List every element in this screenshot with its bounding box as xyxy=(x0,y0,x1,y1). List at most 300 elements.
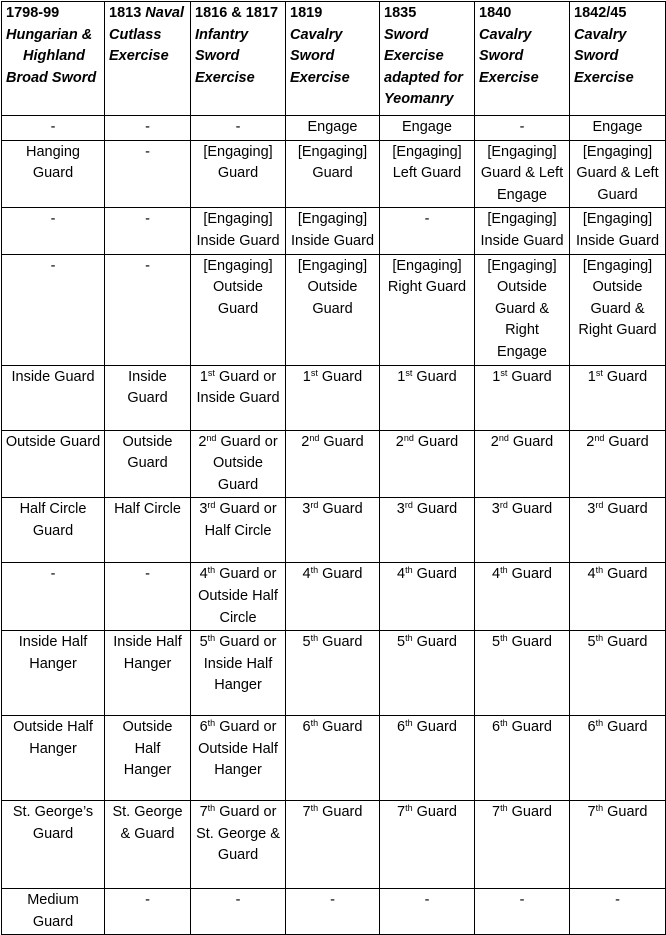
cell-line: [Engaging] xyxy=(297,211,368,228)
table-row xyxy=(2,116,666,141)
cell-line: Guard & xyxy=(495,300,549,317)
cell-line: 3rd Guard xyxy=(491,500,553,518)
ordinal-suffix: th xyxy=(310,565,319,576)
header-line-text: Hungarian & xyxy=(6,26,93,43)
table-cell xyxy=(2,365,105,430)
table-cell xyxy=(380,140,475,208)
cell-line: Right Guard xyxy=(578,322,657,339)
cell-line: 2nd Guard xyxy=(395,432,459,450)
table-cell xyxy=(191,116,286,141)
cell-line: [Engaging] xyxy=(392,257,462,274)
cell-line: - xyxy=(50,119,56,135)
cell-line: - xyxy=(50,211,56,228)
cell-line: Guard xyxy=(32,165,74,182)
table-cell xyxy=(191,254,286,365)
cell-line: Outside xyxy=(213,279,263,296)
cell-line: 1st Guard or xyxy=(199,367,277,385)
table-cell xyxy=(286,716,380,801)
cell-line: 7th Guard xyxy=(587,803,648,821)
table-cell xyxy=(475,254,570,365)
header-line-text: Exercise xyxy=(109,48,169,65)
header-line-text: 1835 xyxy=(384,5,417,21)
header-line-text: Sword xyxy=(479,48,524,65)
table-cell xyxy=(475,631,570,716)
header-line-text: Cutlass xyxy=(109,26,162,43)
cell-line: 7th Guard xyxy=(397,803,457,821)
cell-line: Guard xyxy=(32,913,74,930)
table-cell xyxy=(2,563,105,631)
header-line xyxy=(6,68,102,90)
table-cell xyxy=(2,631,105,716)
table-cell xyxy=(191,208,286,254)
cell-line: 5th Guard or xyxy=(199,633,277,651)
table-cell xyxy=(380,208,475,254)
table-row xyxy=(2,563,666,631)
header-line-text: Cavalry xyxy=(290,26,343,43)
cell-line: Inside Half xyxy=(113,634,182,651)
cell-line: 5th Guard xyxy=(492,633,552,651)
cell-line: Engage xyxy=(497,186,547,203)
cell-line: 4th Guard or xyxy=(199,565,277,583)
cell-line: Guard xyxy=(217,847,259,864)
header-line xyxy=(109,46,188,68)
table-cell xyxy=(475,208,570,254)
cell-line: - xyxy=(424,211,430,228)
header-line xyxy=(574,3,663,25)
table-cell xyxy=(380,889,475,935)
cell-line: Inside Guard xyxy=(11,368,95,385)
cell-line: - xyxy=(519,892,525,909)
cell-line: Circle xyxy=(219,609,257,626)
cell-line: 3rd Guard xyxy=(587,500,648,518)
header-line xyxy=(574,46,663,68)
table-cell xyxy=(105,365,191,430)
header-line xyxy=(6,3,102,25)
header-line xyxy=(574,25,663,47)
cell-line: [Engaging] xyxy=(297,257,368,274)
cell-line: [Engaging] xyxy=(582,211,653,228)
table-cell xyxy=(380,498,475,563)
header-line-text: Yeomanry xyxy=(384,91,454,108)
header-line-text: 1842/45 xyxy=(574,5,627,21)
table-cell xyxy=(570,889,666,935)
header-line-text: Sword xyxy=(384,26,429,43)
cell-line: Guard xyxy=(312,165,353,182)
ordinal-suffix: th xyxy=(207,633,216,644)
header-line xyxy=(6,46,102,68)
column-header-col-1840 xyxy=(475,2,570,116)
table-cell xyxy=(286,140,380,208)
cell-line: Guard xyxy=(217,300,259,317)
cell-line: - xyxy=(145,211,150,228)
cell-line: Outside Half xyxy=(13,719,93,736)
header-line xyxy=(195,25,283,47)
table-cell xyxy=(286,365,380,430)
ordinal-suffix: nd xyxy=(206,432,217,443)
header-line-text: Sword xyxy=(574,48,619,65)
cell-line: - xyxy=(145,892,150,909)
header-line xyxy=(384,25,472,47)
header-line xyxy=(384,68,472,90)
cell-line: 2nd Guard xyxy=(490,432,554,450)
table-cell xyxy=(286,430,380,498)
header-line-text: Highland xyxy=(22,48,86,65)
table-row xyxy=(2,254,666,365)
table-row xyxy=(2,631,666,716)
cell-line: [Engaging] xyxy=(582,143,653,160)
cell-line: Engage xyxy=(592,119,643,135)
table-row xyxy=(2,498,666,563)
cell-line: 6th Guard xyxy=(587,718,648,736)
cell-line: 5th Guard xyxy=(587,633,648,651)
table-cell xyxy=(105,208,191,254)
cell-line: Guard & xyxy=(590,300,645,317)
cell-line: - xyxy=(235,119,241,135)
ordinal-suffix: rd xyxy=(310,500,319,511)
cell-line: [Engaging] xyxy=(203,257,273,274)
cell-line: Half Circle xyxy=(19,501,87,518)
table-cell xyxy=(2,716,105,801)
ordinal-suffix: st xyxy=(405,367,413,378)
table-cell xyxy=(191,430,286,498)
cell-line: Guard xyxy=(217,476,259,493)
table-cell xyxy=(570,140,666,208)
ordinal-suffix: th xyxy=(595,633,604,644)
table-cell xyxy=(570,498,666,563)
cell-line: Guard xyxy=(217,165,259,182)
cell-line: - xyxy=(330,892,335,909)
cell-line: Engage xyxy=(307,119,358,135)
cell-line: Hanger xyxy=(29,740,77,757)
ordinal-suffix: st xyxy=(207,367,215,378)
cell-line: 2nd Guard xyxy=(301,432,364,450)
table-cell xyxy=(2,208,105,254)
cell-line: Half Circle xyxy=(114,501,181,518)
table-cell xyxy=(105,254,191,365)
header-line-text: 1813 xyxy=(109,5,146,21)
cell-line: [Engaging] xyxy=(297,143,368,160)
table-cell xyxy=(2,116,105,141)
cell-line: 2nd Guard or xyxy=(198,432,278,450)
cell-line: Inside Guard xyxy=(196,390,280,407)
column-header-col-1813 xyxy=(105,2,191,116)
ordinal-suffix: th xyxy=(310,633,319,644)
ordinal-suffix: rd xyxy=(595,500,604,511)
table-cell xyxy=(105,430,191,498)
cell-line: Outside xyxy=(213,455,263,472)
header-line xyxy=(384,46,472,68)
header-line xyxy=(195,68,283,90)
table-cell xyxy=(2,889,105,935)
header-line-text: Exercise xyxy=(195,69,255,86)
table-cell xyxy=(475,889,570,935)
table-row xyxy=(2,430,666,498)
ordinal-suffix: th xyxy=(405,565,413,576)
cell-line: Hanger xyxy=(214,677,262,694)
header-line xyxy=(479,25,567,47)
header-line-text: adapted for xyxy=(384,69,463,86)
table-cell xyxy=(475,498,570,563)
ordinal-suffix: nd xyxy=(594,432,605,443)
ordinal-suffix: st xyxy=(500,367,508,378)
table-cell xyxy=(286,889,380,935)
header-line-text: Broad Sword xyxy=(6,69,97,86)
header-line-text: Exercise xyxy=(384,48,444,65)
header-row xyxy=(2,2,666,116)
header-line xyxy=(479,46,567,68)
cell-line: Guard xyxy=(127,390,168,407)
cell-line: Inside Guard xyxy=(575,232,660,249)
table-cell xyxy=(570,208,666,254)
header-line xyxy=(384,89,472,111)
header-line xyxy=(479,68,567,90)
cell-line: [Engaging] xyxy=(203,211,273,228)
cell-line: Outside xyxy=(497,279,547,296)
cell-line: Right Guard xyxy=(387,279,467,296)
cell-line: 6th Guard xyxy=(492,718,552,736)
header-line xyxy=(109,25,188,47)
table-cell xyxy=(286,563,380,631)
header-line xyxy=(195,3,283,25)
ordinal-suffix: th xyxy=(500,803,508,814)
header-line-text: 1798-99 xyxy=(6,5,60,21)
table-cell xyxy=(286,801,380,889)
cell-line: 7th Guard xyxy=(302,803,363,821)
cell-line: 1st Guard xyxy=(587,367,648,385)
cell-line: 7th Guard xyxy=(492,803,552,821)
table-cell xyxy=(475,140,570,208)
cell-line: - xyxy=(145,119,150,135)
cell-line: [Engaging] xyxy=(487,257,557,274)
cell-line: [Engaging] xyxy=(203,143,273,160)
cell-line: 6th Guard xyxy=(302,718,363,736)
cell-line: Guard xyxy=(312,300,353,317)
table-cell xyxy=(286,631,380,716)
table-row xyxy=(2,801,666,889)
table-cell xyxy=(570,365,666,430)
column-header-col-1842-45 xyxy=(570,2,666,116)
table-cell xyxy=(570,430,666,498)
table-cell xyxy=(2,254,105,365)
table-cell xyxy=(105,801,191,889)
ordinal-suffix: th xyxy=(595,565,604,576)
ordinal-suffix: th xyxy=(405,803,413,814)
header-line-extra: Naval xyxy=(145,5,184,21)
ordinal-suffix: rd xyxy=(404,500,413,511)
cell-line: Guard xyxy=(597,186,638,203)
table-cell xyxy=(380,563,475,631)
cell-line: Medium xyxy=(27,892,79,909)
table-cell xyxy=(380,430,475,498)
table-cell xyxy=(475,116,570,141)
table-body xyxy=(2,116,666,935)
table-cell xyxy=(191,365,286,430)
header-line-text: Cavalry xyxy=(479,26,532,43)
table-cell xyxy=(475,563,570,631)
cell-line: Half Circle xyxy=(204,522,272,539)
ordinal-suffix: th xyxy=(405,633,413,644)
ordinal-suffix: nd xyxy=(498,432,509,443)
cell-line: Inside Half xyxy=(203,655,273,672)
cell-line: Hanger xyxy=(123,655,172,672)
table-row xyxy=(2,365,666,430)
ordinal-suffix: rd xyxy=(207,500,216,511)
cell-line: [Engaging] xyxy=(392,143,462,160)
cell-line: Guard xyxy=(127,455,168,472)
header-line xyxy=(290,25,377,47)
table-cell xyxy=(475,430,570,498)
table-cell xyxy=(105,563,191,631)
cell-line: [Engaging] xyxy=(582,257,653,274)
ordinal-suffix: th xyxy=(207,718,216,729)
header-line-text: Exercise xyxy=(479,69,539,86)
cell-line: [Engaging] xyxy=(487,211,557,228)
cell-line: 6th Guard xyxy=(397,718,457,736)
table-cell xyxy=(105,140,191,208)
table-row xyxy=(2,140,666,208)
cell-line: Outside xyxy=(592,279,643,296)
table-cell xyxy=(475,801,570,889)
table-cell xyxy=(105,716,191,801)
cell-line: 5th Guard xyxy=(302,633,363,651)
table-cell xyxy=(570,631,666,716)
table-cell xyxy=(105,116,191,141)
table-cell xyxy=(286,208,380,254)
ordinal-suffix: th xyxy=(500,718,508,729)
ordinal-suffix: th xyxy=(310,803,319,814)
header-line xyxy=(574,68,663,90)
table-cell xyxy=(2,498,105,563)
header-line-text: Cavalry xyxy=(574,26,627,43)
cell-line: Outside xyxy=(122,433,173,450)
cell-line: Engage xyxy=(497,343,547,360)
table-cell xyxy=(570,801,666,889)
table-cell xyxy=(2,140,105,208)
table-row xyxy=(2,716,666,801)
table-cell xyxy=(380,254,475,365)
cell-line: Half xyxy=(134,740,161,757)
table-cell xyxy=(380,716,475,801)
table-row xyxy=(2,889,666,935)
cell-line: St. George’s xyxy=(12,804,94,821)
table-cell xyxy=(380,365,475,430)
cell-line: - xyxy=(145,257,150,274)
table-cell xyxy=(380,116,475,141)
cell-line: Hanger xyxy=(123,762,172,779)
cell-line: - xyxy=(50,257,56,274)
table-cell xyxy=(105,889,191,935)
header-line-text: Exercise xyxy=(574,69,634,86)
table-cell xyxy=(380,801,475,889)
cell-line: 4th Guard xyxy=(397,565,457,583)
ordinal-suffix: th xyxy=(310,718,319,729)
column-header-col-1819 xyxy=(286,2,380,116)
cell-line: & Guard xyxy=(120,825,175,842)
cell-line: Outside xyxy=(307,279,358,296)
header-line xyxy=(6,25,102,47)
cell-line: - xyxy=(145,566,150,583)
header-line xyxy=(109,3,188,25)
ordinal-suffix: rd xyxy=(499,500,508,511)
cell-line: Left Guard xyxy=(392,165,462,182)
cell-line: - xyxy=(145,143,150,160)
table-cell xyxy=(570,254,666,365)
cell-line: Outside Guard xyxy=(5,433,101,450)
table-cell xyxy=(191,631,286,716)
ordinal-suffix: th xyxy=(207,565,216,576)
ordinal-suffix: th xyxy=(207,803,216,814)
cell-line: Guard xyxy=(32,825,74,842)
cell-line: St. George xyxy=(112,804,183,821)
table-cell xyxy=(2,801,105,889)
cell-line: 2nd Guard xyxy=(586,432,649,450)
header-line-text: 1819 xyxy=(290,5,323,21)
header-line-text: Infantry xyxy=(195,26,249,43)
column-header-col-1835 xyxy=(380,2,475,116)
column-header-col-1798-99 xyxy=(2,2,105,116)
cell-line: Right xyxy=(505,322,539,339)
table-cell xyxy=(570,716,666,801)
table-cell xyxy=(191,889,286,935)
header-line xyxy=(290,3,377,25)
cell-line: - xyxy=(519,119,525,135)
header-line xyxy=(384,3,472,25)
cell-line: Inside Guard xyxy=(290,232,375,249)
table-cell xyxy=(191,801,286,889)
ordinal-suffix: st xyxy=(310,367,318,378)
header-line-text: Sword xyxy=(195,48,240,65)
table-cell xyxy=(380,631,475,716)
cell-line: Guard xyxy=(32,522,74,539)
column-header-col-1816-1817 xyxy=(191,2,286,116)
table-row xyxy=(2,208,666,254)
cell-line: Guard & Left xyxy=(480,165,564,182)
cell-line: 3rd Guard xyxy=(396,500,458,518)
table-cell xyxy=(191,716,286,801)
cell-line: 1st Guard xyxy=(397,367,457,385)
cell-line: Inside Guard xyxy=(480,232,564,249)
table-cell xyxy=(2,430,105,498)
cell-line: - xyxy=(424,892,430,909)
ordinal-suffix: th xyxy=(500,565,508,576)
table-cell xyxy=(570,563,666,631)
header-line-text: 1816 & 1817 xyxy=(195,5,279,21)
cell-line: Hanger xyxy=(214,762,262,779)
guards-comparison-table xyxy=(1,1,666,935)
cell-line: 4th Guard xyxy=(492,565,552,583)
header-line xyxy=(195,46,283,68)
cell-line: 4th Guard xyxy=(302,565,363,583)
header-line-text: 1840 xyxy=(479,5,512,21)
cell-line: - xyxy=(235,892,241,909)
header-line-text: Exercise xyxy=(290,69,350,86)
header-line xyxy=(290,46,377,68)
cell-line: 7th Guard or xyxy=(199,803,277,821)
cell-line: Outside Half xyxy=(198,587,278,604)
cell-line: Inside Guard xyxy=(196,232,280,249)
cell-line: 1st Guard xyxy=(302,367,363,385)
cell-line: Engage xyxy=(402,119,452,135)
table-cell xyxy=(191,563,286,631)
ordinal-suffix: nd xyxy=(309,432,320,443)
ordinal-suffix: th xyxy=(595,803,604,814)
cell-line: Hanging xyxy=(25,143,80,160)
ordinal-suffix: th xyxy=(595,718,604,729)
cell-line: [Engaging] xyxy=(487,143,557,160)
table-cell xyxy=(105,631,191,716)
header-line xyxy=(290,68,377,90)
cell-line: 1st Guard xyxy=(492,367,552,385)
